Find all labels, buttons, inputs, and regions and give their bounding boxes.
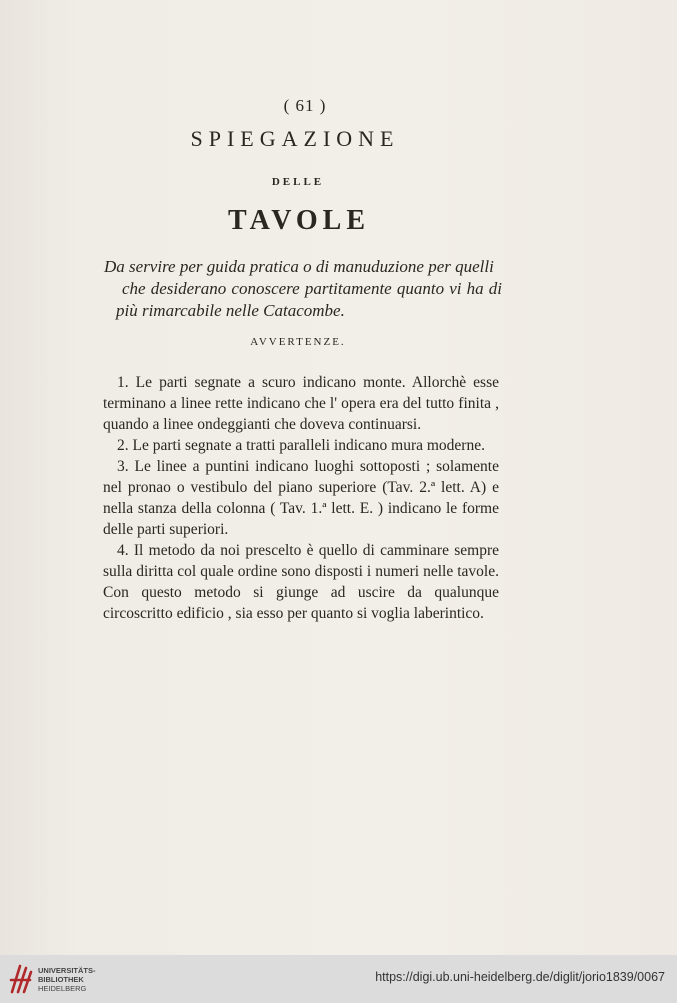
subtitle-line-3: più rimarcabile nelle Catacombe.	[116, 301, 345, 320]
section-heading: AVVERTENZE.	[250, 336, 346, 348]
document-url-link[interactable]: https://digi.ub.uni-heidelberg.de/diglit/jorio1839/0067	[375, 970, 665, 984]
title-spiegazione: SPIEGAZIONE	[190, 126, 400, 151]
university-logo-icon	[8, 962, 34, 996]
subtitle-line-1: Da servire per guida pratica o di manuduzione per quelli	[104, 257, 494, 276]
page-number: ( 61 )	[283, 96, 327, 115]
paragraph-1: 1. Le parti segnate a scuro indicano monte. Allorchè esse terminano a linee rette indicano che l' opera era del tutto finita , quando a linee ondeggianti che doveva continuarsi.	[103, 374, 499, 433]
library-name-line-3: HEIDELBERG	[38, 984, 87, 993]
library-name-line-1: UNIVERSITÄTS-	[38, 966, 96, 975]
title-tavole: TAVOLE	[228, 205, 370, 236]
paragraph-4: 4. Il metodo da noi prescelto è quello di camminare sempre sulla diritta col quale ordine sono disposti i numeri nelle tavole. Con questo metodo si giunge ad uscire da qualunque circoscritto edificio , sia esso per quanto si voglia laberintico.	[103, 542, 499, 622]
viewer-footer	[0, 955, 677, 1003]
paragraph-2: 2. Le parti segnate a tratti paralleli indicano mura moderne.	[117, 437, 485, 454]
body-text	[103, 372, 499, 624]
title-delle: DELLE	[271, 176, 325, 188]
paragraph-3: 3. Le linee a puntini indicano luoghi sottoposti ; solamente nel pronao o vestibulo del piano superiore (Tav. 2.ª lett. A) e nella stanza della colonna ( Tav. 1.ª lett. E. ) indicano le forme delle parti superiori.	[103, 458, 499, 538]
subtitle	[104, 256, 502, 322]
library-name-line-2: BIBLIOTHEK	[38, 975, 84, 984]
subtitle-line-2: che desiderano conoscere partitamente quanto vi ha di	[122, 279, 502, 298]
library-name	[38, 966, 96, 993]
